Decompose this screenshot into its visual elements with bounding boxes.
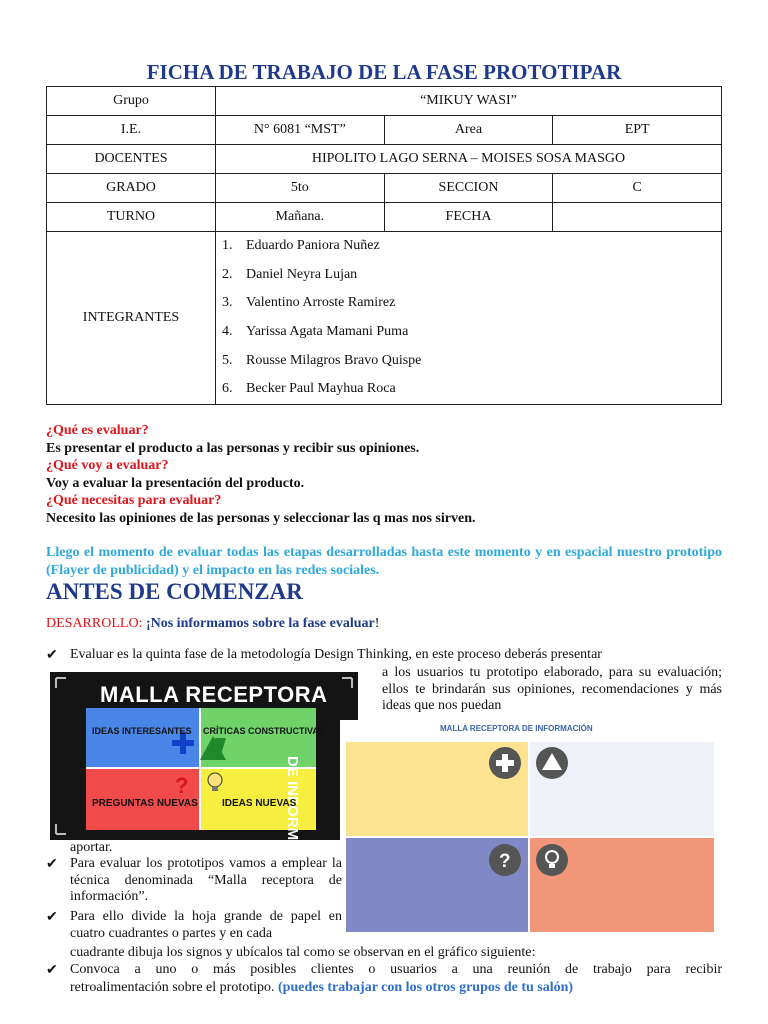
bullet-4-line2	[70, 980, 573, 997]
malla2-title: MALLA RECEPTORA DE INFORMACIÓN	[440, 724, 593, 733]
check-icon: ✔	[46, 963, 58, 978]
ie-label: I.E.	[47, 116, 216, 145]
member-name: Eduardo Paniora Nuñez	[246, 238, 380, 253]
malla-quadrants-image	[340, 720, 720, 934]
bullet-1-wrap: a los usuarios tu prototipo elaborado, para su evaluación; ellos te brindarán sus opiniones, recomendaciones y más ideas que nos puedan	[382, 665, 722, 713]
member-number: 1.	[222, 238, 233, 253]
member-name: Daniel Neyra Lujan	[246, 266, 358, 282]
turno-value: Mañana.	[216, 203, 385, 232]
qa-section	[46, 422, 475, 528]
integrantes-cell	[216, 232, 722, 405]
page-title: FICHA DE TRABAJO DE LA FASE PROTOTIPAR	[146, 60, 622, 84]
member-item	[216, 289, 721, 318]
info-table	[46, 86, 722, 405]
member-item	[216, 232, 721, 261]
section-heading: ANTES DE COMENZAR	[46, 579, 303, 604]
docentes-value: HIPOLITO LAGO SERNA – MOISES SOSA MASGO	[216, 145, 722, 174]
seccion-label: SECCION	[384, 174, 553, 203]
fecha-value	[553, 203, 722, 232]
member-item	[216, 375, 721, 404]
answer-1: Es presentar el producto a las personas y recibir sus opiniones.	[46, 440, 420, 456]
grado-value: 5to	[216, 174, 385, 203]
bullet-4-text: retroalimentación sobre el prototipo.	[70, 980, 278, 995]
seccion-value: C	[553, 174, 722, 203]
bullet-3-part1: Para ello divide la hoja grande de papel en cuatro cuadrantes o partes y en cada	[70, 909, 342, 941]
member-name: Becker Paul Mayhua Roca	[246, 381, 396, 397]
answer-2: Voy a evaluar la presentación del producto.	[46, 475, 305, 491]
bullet-2: Para evaluar los prototipos vamos a emplear la técnica denominada “Malla receptora de información”.	[70, 856, 342, 904]
malla1-side-title: DE INFORMACIÓN	[284, 756, 301, 889]
grupo-label: Grupo	[47, 87, 216, 116]
bullet-4-note: (puedes trabajar con los otros grupos de tu salón)	[278, 980, 574, 995]
area-label: Area	[384, 116, 553, 145]
member-item	[216, 347, 721, 376]
member-number: 6.	[222, 381, 233, 397]
turno-label: TURNO	[47, 203, 216, 232]
desarrollo-text: ¡Nos informamos sobre la fase evaluar	[145, 616, 375, 631]
member-number: 5.	[222, 352, 233, 368]
check-icon: ✔	[46, 857, 58, 872]
member-item	[216, 318, 721, 347]
member-number: 4.	[222, 324, 233, 340]
malla1-title: MALLA RECEPTORA	[100, 682, 328, 707]
bullet-4-line1: Convoca a uno o más posibles clientes o usuarios a una reunión de trabajo para recibir	[70, 962, 722, 977]
question-1: ¿Qué es evaluar?	[46, 423, 149, 438]
check-icon: ✔	[46, 910, 58, 925]
question-3: ¿Qué necesitas para evaluar?	[46, 493, 222, 509]
docentes-label: DOCENTES	[47, 145, 216, 174]
svg-text:?: ?	[499, 851, 511, 872]
malla1-criticas: CRÍTICAS CONSTRUCTIVAS	[203, 726, 325, 736]
integrantes-label: INTEGRANTES	[47, 232, 216, 405]
area-value: EPT	[553, 116, 722, 145]
intro-paragraph: Llego el momento de evaluar todas las etapas desarrolladas hasta este momento y en espacial nuestro prototipo (Flayer de publicidad) y el impacto en las redes sociales.	[46, 545, 722, 578]
check-icon: ✔	[46, 648, 58, 663]
ie-value: N° 6081 “MST”	[216, 116, 385, 145]
member-name: Yarissa Agata Mamani Puma	[246, 324, 409, 340]
member-name: Rousse Milagros Bravo Quispe	[246, 352, 422, 368]
malla2-graphic	[340, 720, 720, 934]
malla1-preguntas: PREGUNTAS NUEVAS	[92, 798, 198, 809]
members-list	[216, 232, 721, 404]
member-item	[216, 261, 721, 290]
member-name: Valentino Arroste Ramirez	[246, 295, 396, 311]
bullet-1-end: aportar.	[70, 840, 113, 855]
grado-label: GRADO	[47, 174, 216, 203]
answer-3: Necesito las opiniones de las personas y seleccionar las q mas nos sirven.	[46, 510, 476, 526]
malla1-ideas-nuevas: IDEAS NUEVAS	[222, 798, 297, 809]
malla1-ideas-interesantes: IDEAS INTERESANTES	[92, 726, 192, 736]
svg-text:?: ?	[175, 773, 189, 798]
bullet-1-line1: Evaluar es la quinta fase de la metodología Design Thinking, en este proceso deberás presentar	[70, 647, 602, 662]
member-number: 3.	[222, 295, 233, 311]
desarrollo-line	[46, 616, 379, 632]
fecha-label: FECHA	[384, 203, 553, 232]
question-2: ¿Qué voy a evaluar?	[46, 458, 169, 474]
desarrollo-label: DESARROLLO:	[46, 616, 146, 631]
desarrollo-exclamation: !	[374, 616, 380, 631]
grupo-value: “MIKUY WASI”	[216, 87, 722, 116]
member-number: 2.	[222, 266, 233, 282]
bullet-3-part2: cuadrante dibuja los signos y ubícalos tal como se observan en el gráfico siguiente:	[70, 945, 536, 960]
